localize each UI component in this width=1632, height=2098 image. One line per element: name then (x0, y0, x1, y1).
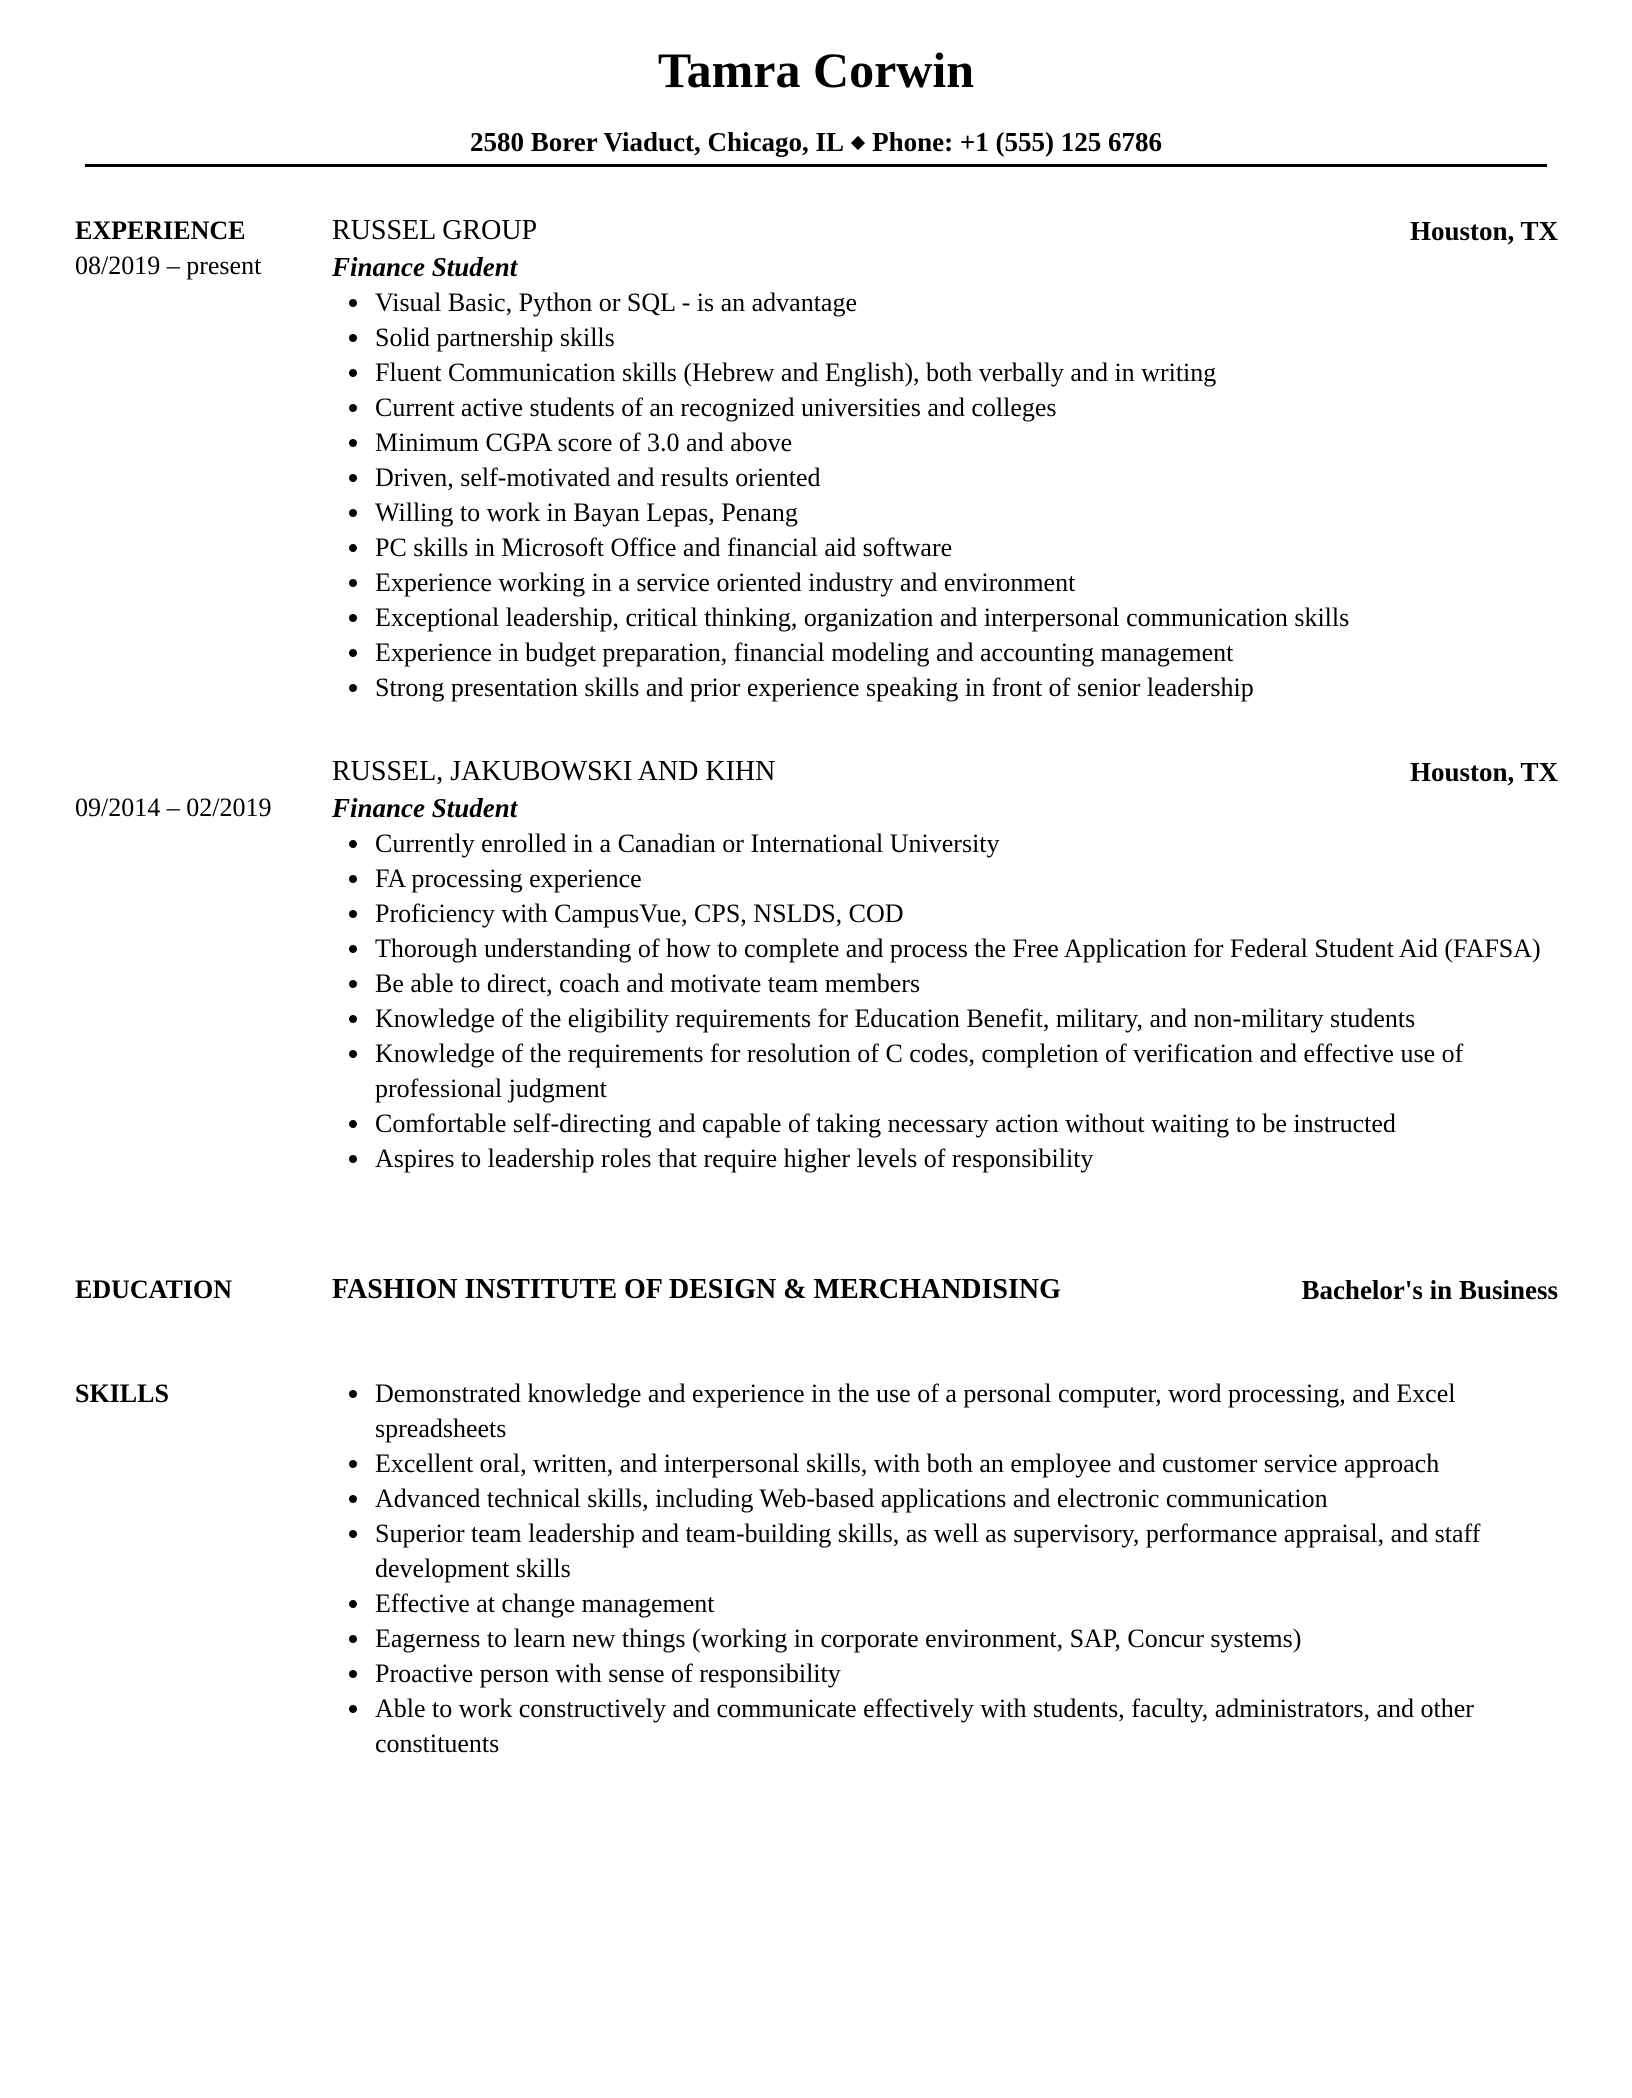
bullet-item: Excellent oral, written, and interpersonal skills, with both an employee and customer service approach (375, 1446, 1558, 1481)
job-bullets (332, 826, 1558, 1176)
company-name: RUSSEL GROUP (332, 215, 538, 246)
bullet-item: Currently enrolled in a Canadian or International University (375, 826, 1558, 861)
degree: Bachelor's in Business (1301, 1275, 1558, 1305)
bullet-item: Experience in budget preparation, financial modeling and accounting management (375, 635, 1558, 670)
phone: Phone: +1 (555) 125 6786 (872, 127, 1162, 157)
contact-line (0, 124, 1632, 160)
bullet-item: Aspires to leadership roles that require higher levels of responsibility (375, 1141, 1558, 1176)
education-header (332, 1272, 1558, 1308)
section-label-skills: SKILLS (75, 1379, 169, 1408)
bullet-item: Current active students of an recognized universities and colleges (375, 390, 1558, 425)
bullet-item: Willing to work in Bayan Lepas, Penang (375, 495, 1558, 530)
job-header (332, 213, 1558, 249)
bullet-item: FA processing experience (375, 861, 1558, 896)
bullet-item: Able to work constructively and communicate effectively with students, faculty, administrators, and other constituents (375, 1691, 1558, 1761)
skills-entry (332, 1376, 1558, 1761)
bullet-item: Driven, self-motivated and results oriented (375, 460, 1558, 495)
section-label-education: EDUCATION (75, 1275, 232, 1304)
bullet-item: Proactive person with sense of responsibility (375, 1656, 1558, 1691)
education-entry (332, 1272, 1558, 1308)
job-bullets (332, 285, 1558, 705)
job-entry (332, 754, 1558, 1176)
job-title: Finance Student (332, 793, 518, 823)
school-name: FASHION INSTITUTE OF DESIGN & MERCHANDISING (332, 1274, 1061, 1305)
address: 2580 Borer Viaduct, Chicago, IL (470, 127, 845, 157)
bullet-item: Be able to direct, coach and motivate team members (375, 966, 1558, 1001)
bullet-item: Knowledge of the eligibility requirements for Education Benefit, military, and non-military students (375, 1001, 1558, 1036)
bullet-item: Visual Basic, Python or SQL - is an advantage (375, 285, 1558, 320)
header-divider (85, 164, 1547, 167)
bullet-item: Experience working in a service oriented industry and environment (375, 565, 1558, 600)
bullet-item: Eagerness to learn new things (working in corporate environment, SAP, Concur systems) (375, 1621, 1558, 1656)
bullet-item: Minimum CGPA score of 3.0 and above (375, 425, 1558, 460)
job-location: Houston, TX (1409, 757, 1558, 787)
bullet-item: Strong presentation skills and prior experience speaking in front of senior leadership (375, 670, 1558, 705)
bullet-item: Thorough understanding of how to complete and process the Free Application for Federal Student Aid (FAFSA) (375, 931, 1558, 966)
bullet-item: Comfortable self-directing and capable of taking necessary action without waiting to be instructed (375, 1106, 1558, 1141)
bullet-item: Demonstrated knowledge and experience in the use of a personal computer, word processing, and Excel spreadsheets (375, 1376, 1558, 1446)
bullet-item: Effective at change management (375, 1586, 1558, 1621)
section-label-experience: EXPERIENCE (75, 216, 246, 245)
bullet-item: PC skills in Microsoft Office and financial aid software (375, 530, 1558, 565)
skills-bullets (332, 1376, 1558, 1761)
bullet-item: Advanced technical skills, including Web-based applications and electronic communication (375, 1481, 1558, 1516)
bullet-item: Proficiency with CampusVue, CPS, NSLDS, COD (375, 896, 1558, 931)
job-dates: 08/2019 – present (75, 251, 262, 280)
job-title: Finance Student (332, 252, 518, 282)
job-header (332, 754, 1558, 790)
bullet-item: Knowledge of the requirements for resolution of C codes, completion of verification and effective use of professional judgment (375, 1036, 1558, 1106)
job-dates: 09/2014 – 02/2019 (75, 793, 272, 822)
bullet-item: Exceptional leadership, critical thinking, organization and interpersonal communication skills (375, 600, 1558, 635)
diamond-separator-icon (851, 136, 865, 150)
resume-name: Tamra Corwin (657, 42, 975, 98)
bullet-item: Solid partnership skills (375, 320, 1558, 355)
bullet-item: Superior team leadership and team-building skills, as well as supervisory, performance appraisal, and staff development skills (375, 1516, 1558, 1586)
job-entry (332, 213, 1558, 705)
company-name: RUSSEL, JAKUBOWSKI AND KIHN (332, 756, 776, 787)
job-location: Houston, TX (1409, 216, 1558, 246)
bullet-item: Fluent Communication skills (Hebrew and English), both verbally and in writing (375, 355, 1558, 390)
